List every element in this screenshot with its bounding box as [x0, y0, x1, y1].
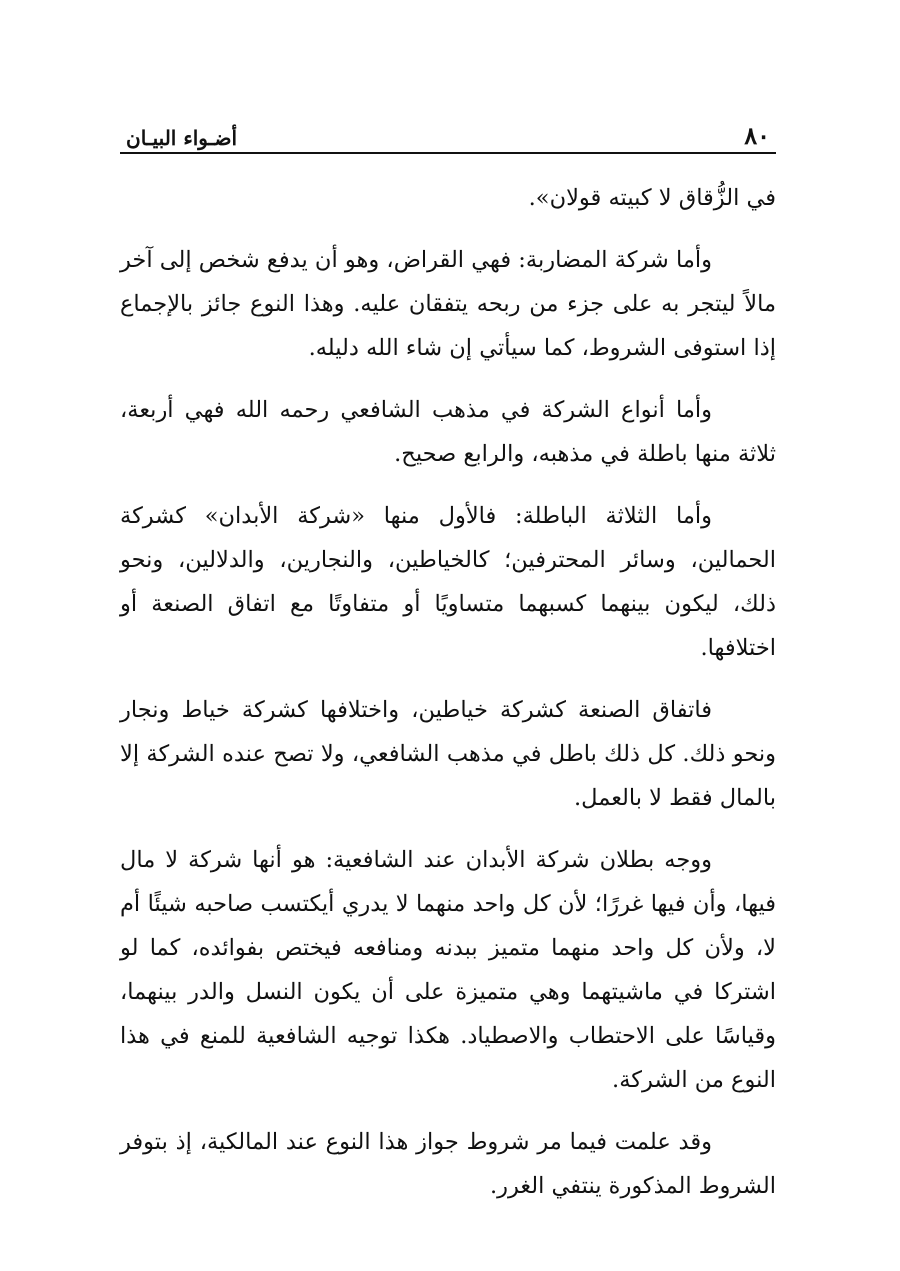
paragraph-7: وقد علمت فيما مر شروط جواز هذا النوع عند المالكية، إذ بتوفر الشروط المذكورة ينتفي الغرر.: [120, 1129, 776, 1199]
paragraph-5: فاتفاق الصنعة كشركة خياطين، واختلافها كشركة خياط ونجار ونحو ذلك. كل ذلك باطل في مذهب الشافعي، ولا تصح عنده الشركة إلا بالمال فقط لا بالعمل.: [120, 697, 776, 811]
paragraph-3: وأما أنواع الشركة في مذهب الشافعي رحمه الله فهي أربعة، ثلاثة منها باطلة في مذهبه، والرابع صحيح.: [120, 397, 776, 467]
paragraph-6: ووجه بطلان شركة الأبدان عند الشافعية: هو أنها شركة لا مال فيها، وأن فيها غررًا؛ لأن كل واحد منهما لا يدري أيكتسب صاحبه شيئًا أم لا، ولأن كل واحد منهما متميز ببدنه ومنافعه فيختص بفوائده، كما لو اشتركا في ماشيتهما وهي متميزة على أن يكون النسل والدر بينهما، وقياسًا على الاحتطاب والاصطياد. هكذا توجيه الشافعية للمنع في هذا النوع من الشركة.: [120, 847, 776, 1093]
paragraph-4: وأما الثلاثة الباطلة: فالأول منها «شركة الأبدان» كشركة الحمالين، وسائر المحترفين؛ كالخياطين، والنجارين، والدلالين، ونحو ذلك، ليكون بينهما كسبهما متساويًا أو متفاوتًا مع اتفاق الصنعة أو اختلافها.: [120, 503, 776, 661]
book-page: [120, 108, 776, 1226]
page-body: [120, 176, 776, 1208]
paragraph-1: في الزُّقاق لا كبيته قولان».: [528, 185, 776, 211]
paragraph-2: وأما شركة المضاربة: فهي القراض، وهو أن يدفع شخص إلى آخر مالاً ليتجر به على جزء من ربحه يتفقان عليه. وهذا النوع جائز بالإجماع إذا استوفى الشروط، كما سيأتي إن شاء الله دليله.: [120, 247, 776, 361]
page-number: ٨٠: [744, 121, 770, 150]
page-header: [120, 108, 776, 154]
running-title: أضـواء البيـان: [126, 126, 238, 150]
